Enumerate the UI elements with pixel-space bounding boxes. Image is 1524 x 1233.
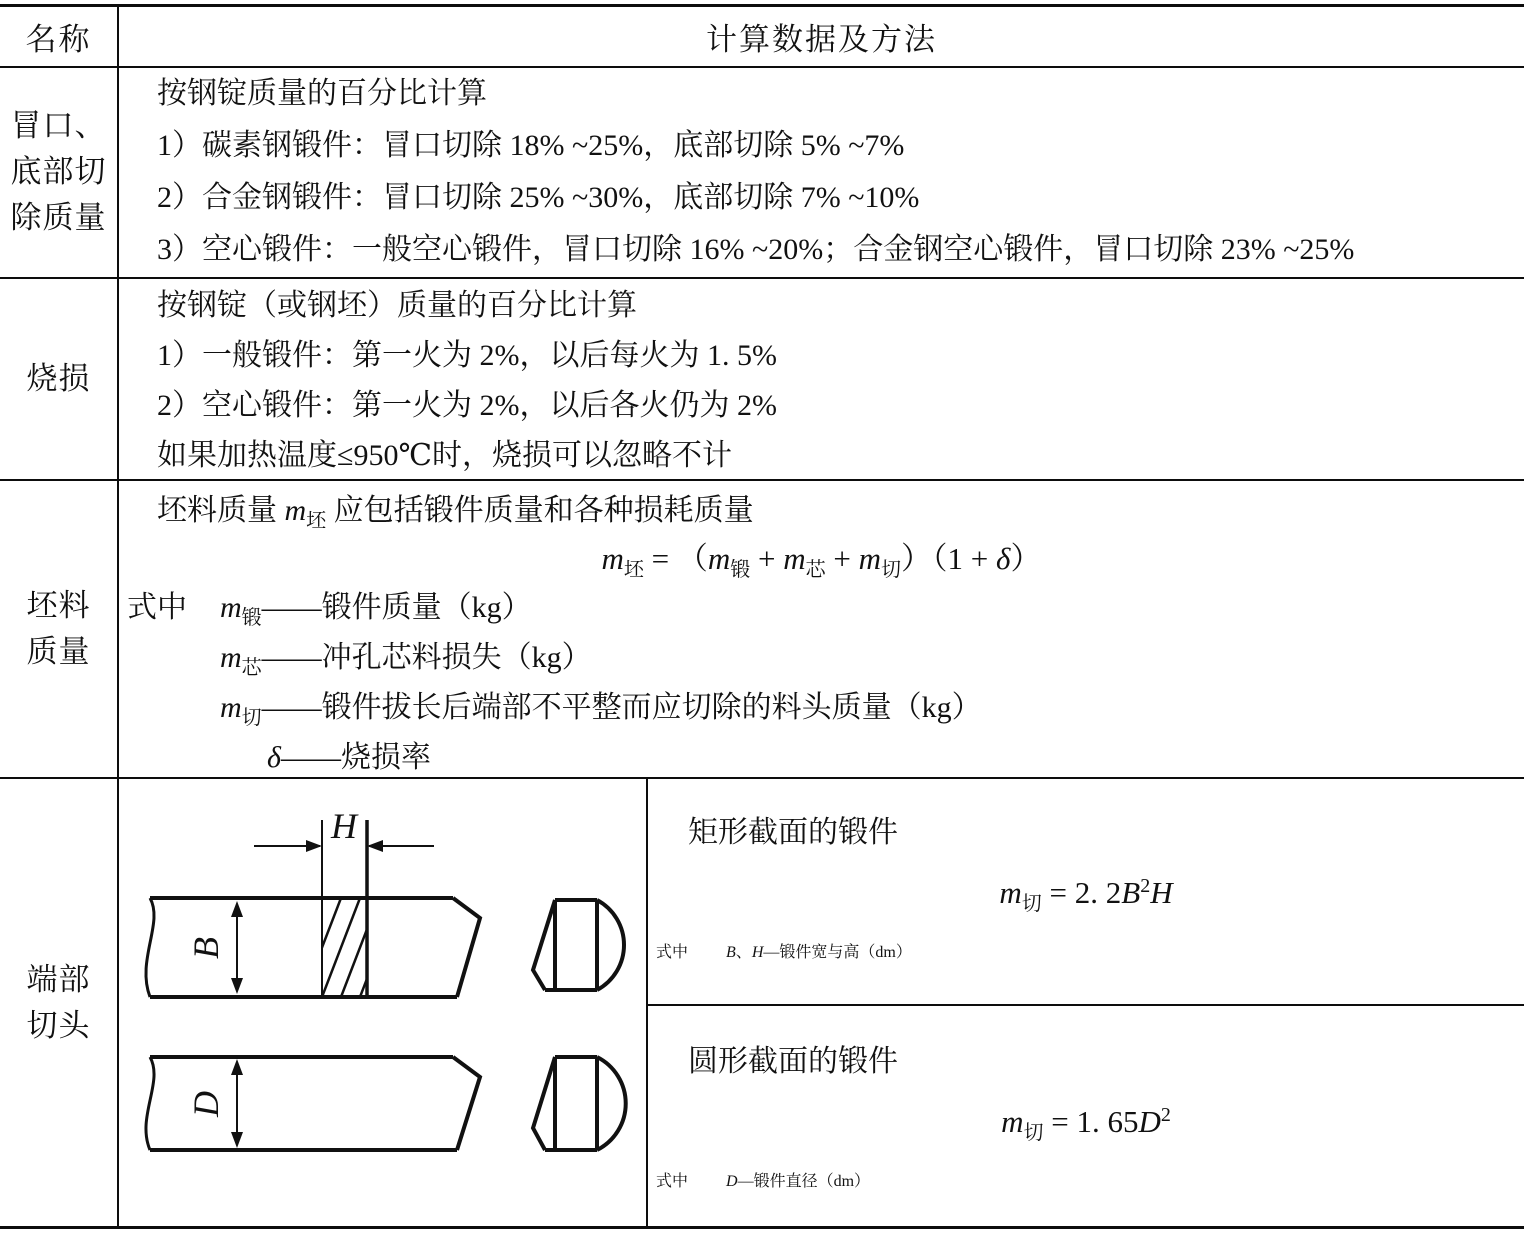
h-dimension-label: H	[331, 806, 357, 846]
where-label: 式中	[656, 1173, 689, 1190]
arrowhead	[231, 1059, 243, 1075]
endcut-row-label: 端部 切头	[26, 961, 91, 1043]
burning-row-label: 烧损	[26, 361, 91, 396]
row1-bottom-rule	[0, 277, 1524, 279]
arrowhead	[231, 901, 243, 917]
def-tokens: $m_切——$锻件拔长后端部不平整而应切除的料头质量（kg）	[220, 691, 982, 729]
def-tokens: δ——烧损率	[267, 741, 431, 774]
billet-mass-formula: $m_坯 = (m_锻 + m_芯 + m_切)(1 + \delta)$	[601, 541, 1042, 581]
rect-section-title: 矩形截面的锻件	[688, 816, 898, 849]
arrowhead	[231, 1132, 243, 1148]
burning-line-2: 1）一般锻件：第一火为 2%，以后每火为 1. 5%	[157, 339, 777, 372]
riser-row-label: 冒口、 底部切 除质量	[10, 108, 107, 235]
billet-row-label: 坯料 质量	[26, 588, 91, 669]
burning-line-3: 2）空心锻件：第一火为 2%，以后各火仍为 2%	[157, 389, 777, 422]
riser-line-1: 按钢锭质量的百分比计算	[157, 77, 487, 110]
rect-bar-figure	[130, 788, 642, 1020]
header-method-cell	[119, 7, 1524, 66]
round-section-title: 圆形截面的锻件	[688, 1045, 898, 1078]
riser-line-3: 2）合金钢锻件：冒口切除 25% ~30%，底部切除 7% ~10%	[157, 181, 920, 214]
header-name-cell	[0, 7, 117, 66]
break-line	[146, 1057, 154, 1150]
round-section-formula: $m_切 = 1$. $65D^2$	[1001, 1104, 1171, 1144]
rect-end-view	[533, 900, 624, 990]
d-dimension-label: D	[186, 1091, 226, 1117]
billet-def-core-loss	[119, 633, 1524, 683]
riser-line-2: 1）碳素钢锻件：冒口切除 18% ~25%，底部切除 5% ~7%	[157, 129, 905, 162]
billet-intro-line: 坯料质量 $m_坯$ 应包括锻件质量和各种损耗质量	[157, 494, 754, 532]
break-line	[146, 898, 154, 997]
riser-row-content	[119, 68, 1524, 276]
table-bottom-border	[0, 1226, 1524, 1229]
riser-line-4: 3）空心锻件：一般空心锻件，冒口切除 16% ~20%；合金钢空心锻件，冒口切除 23% ~25%	[157, 233, 1355, 266]
burning-line-1: 按钢锭（或钢坯）质量的百分比计算	[157, 289, 637, 322]
header-method-label: 计算数据及方法	[706, 22, 937, 57]
rect-section-where	[648, 923, 1524, 983]
burning-line-4: 如果加热温度≤950℃时，烧损可以忽略不计	[157, 439, 733, 472]
header-name-label: 名称	[25, 22, 92, 57]
def-tokens: D—锻件直径（dm）	[726, 1173, 871, 1190]
arrowhead	[367, 840, 383, 852]
rect-section-formula: $m_切 = 2$. $2B^2H$	[999, 875, 1173, 915]
arrowhead	[231, 978, 243, 994]
billet-def-forging-mass	[119, 583, 1524, 633]
def-tokens: B、H—锻件宽与高（dm）	[726, 944, 912, 961]
arrowhead	[306, 840, 322, 852]
round-bar-figure	[130, 1040, 642, 1165]
burning-row-content	[119, 281, 1524, 479]
round-section-cell	[648, 1008, 1524, 1226]
billet-def-burning-rate	[119, 733, 1524, 783]
where-label: 式中	[656, 944, 689, 961]
endcut-middle-rule	[646, 1004, 1524, 1006]
def-tokens: $m_锻——$锻件质量（kg）	[220, 591, 532, 629]
where-label: 式中	[127, 591, 187, 624]
billet-row-content	[119, 487, 1524, 777]
b-dimension-label: B	[186, 937, 226, 959]
billet-def-cut-mass	[119, 683, 1524, 733]
rect-section-cell	[648, 779, 1524, 1004]
def-tokens: $m_芯——$冲孔芯料损失（kg）	[220, 641, 592, 679]
round-end-view	[533, 1057, 626, 1150]
round-section-where	[648, 1152, 1524, 1212]
